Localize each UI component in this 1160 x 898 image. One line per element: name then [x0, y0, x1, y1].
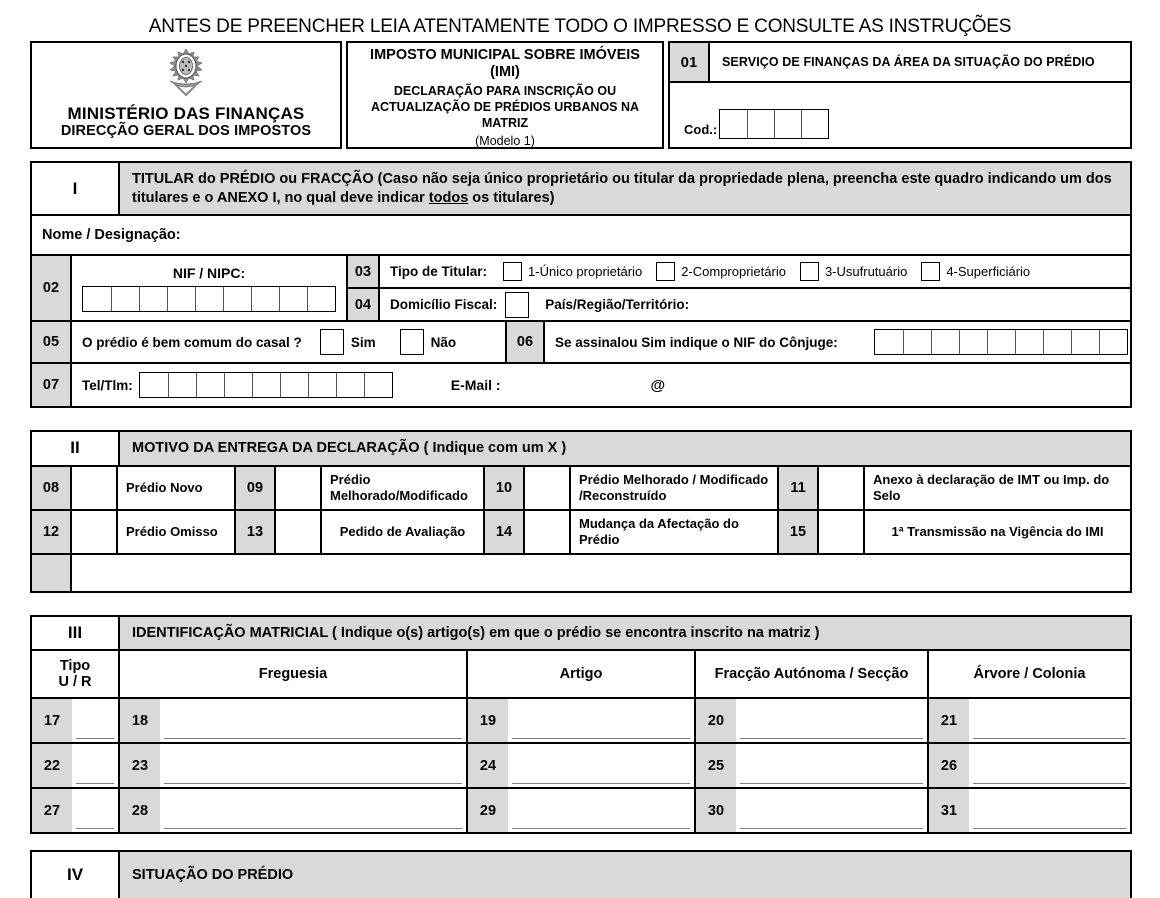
- motivo-label-14: Mudança da Afectação do Prédio: [571, 511, 779, 553]
- checkbox-tipo-1[interactable]: [503, 262, 522, 281]
- form-title-subtitle: DECLARAÇÃO PARA INSCRIÇÃO OU ACTUALIZAÇÃO DE PRÉDIOS URBANOS NA MATRIZ: [370, 84, 640, 130]
- field-number-02: 02: [32, 256, 72, 320]
- checkbox-motivo-11[interactable]: [819, 467, 865, 509]
- field-number-31: 31: [929, 789, 969, 832]
- input-tipo-22[interactable]: [72, 744, 118, 787]
- checkbox-motivo-10[interactable]: [525, 467, 571, 509]
- field-number-13: 13: [236, 511, 276, 553]
- checkbox-tipo-3[interactable]: [800, 262, 819, 281]
- form-title-block: [346, 41, 664, 149]
- input-fraccao-25[interactable]: [736, 744, 927, 787]
- input-tipo-27[interactable]: [72, 789, 118, 832]
- column-header-freguesia: Freguesia: [120, 651, 468, 697]
- column-header-tipo: [32, 651, 120, 697]
- tipo-titular-label: Tipo de Titular:: [390, 264, 488, 280]
- section-ii-roman: II: [32, 432, 120, 465]
- column-header-fraccao: Fracção Autónoma / Secção: [696, 651, 929, 697]
- email-at-symbol: @: [650, 376, 666, 394]
- tipo-option-2-label: 2-Comproprietário: [681, 264, 786, 280]
- checkbox-motivo-09[interactable]: [276, 467, 322, 509]
- field-number-25: 25: [696, 744, 736, 787]
- field-number-10: 10: [485, 467, 525, 509]
- section-iii-roman: III: [32, 617, 120, 650]
- cod-input[interactable]: [719, 109, 829, 139]
- field-number-04: 04: [348, 289, 380, 320]
- nome-designacao-row[interactable]: [32, 216, 1130, 256]
- tel-tlm-input[interactable]: [139, 372, 393, 398]
- motivo-label-08: Prédio Novo: [118, 467, 236, 509]
- field-number-05: 05: [32, 322, 72, 362]
- motivo-label-11: Anexo à declaração de IMT ou Imp. do Selo: [873, 472, 1110, 503]
- input-fraccao-20[interactable]: [736, 699, 927, 742]
- section-iii-title: IDENTIFICAÇÃO MATRICIAL ( Indique o(s) artigo(s) em que o prédio se encontra inscrito na matriz ): [120, 617, 1130, 650]
- field-number-18: 18: [120, 699, 160, 742]
- column-header-tipo-line1: Tipo: [59, 657, 91, 674]
- field-number-14: 14: [485, 511, 525, 553]
- table-row: [32, 699, 1130, 744]
- checkbox-motivo-12[interactable]: [72, 511, 118, 553]
- ministry-department: DIRECÇÃO GERAL DOS IMPOSTOS: [60, 123, 312, 140]
- ministry-block: [30, 41, 342, 149]
- sim-label: Sim: [350, 334, 376, 350]
- motivo-blank-area: [72, 555, 1130, 591]
- input-freguesia-23[interactable]: [160, 744, 466, 787]
- checkbox-motivo-14[interactable]: [525, 511, 571, 553]
- field-number-03: 03: [348, 256, 380, 287]
- field-number-22: 22: [32, 744, 72, 787]
- form-title-main: IMPOSTO MUNICIPAL SOBRE IMÓVEIS: [370, 47, 640, 63]
- section-ii-title: MOTIVO DA ENTREGA DA DECLARAÇÃO ( Indique com um X ): [120, 432, 1130, 465]
- field-number-29: 29: [468, 789, 508, 832]
- page-banner: ANTES DE PREENCHER LEIA ATENTAMENTE TODO O IMPRESSO E CONSULTE AS INSTRUÇÕES: [148, 16, 1012, 37]
- field-number-30: 30: [696, 789, 736, 832]
- input-artigo-29[interactable]: [508, 789, 694, 832]
- domicilio-fiscal-input[interactable]: [505, 292, 529, 318]
- tipo-option-4-label: 4-Superficiário: [946, 264, 1031, 280]
- servico-financas-block: [668, 41, 1132, 149]
- motivo-label-10: Prédio Melhorado / Modificado /Reconstruído: [571, 467, 779, 509]
- field-number-21: 21: [929, 699, 969, 742]
- servico-financas-label: SERVIÇO DE FINANÇAS DA ÁREA DA SITUAÇÃO DO PRÉDIO: [722, 55, 1095, 69]
- field-number-08: 08: [32, 467, 72, 509]
- input-artigo-24[interactable]: [508, 744, 694, 787]
- domicilio-fiscal-label: Domicílio Fiscal:: [390, 297, 498, 313]
- section-i-title-tail: os titulares): [468, 189, 555, 206]
- form-header: [30, 41, 1132, 149]
- motivo-label-09: Prédio Melhorado/Modificado: [322, 467, 485, 509]
- field-number-24: 24: [468, 744, 508, 787]
- input-arvore-31[interactable]: [969, 789, 1130, 832]
- ministry-name: MINISTÉRIO DAS FINANÇAS: [67, 103, 305, 123]
- field-number-15: 15: [779, 511, 819, 553]
- input-artigo-19[interactable]: [508, 699, 694, 742]
- checkbox-bem-comum-nao[interactable]: [400, 329, 424, 355]
- field-number-11: 11: [779, 467, 819, 509]
- form-model-number: (Modelo 1): [475, 134, 535, 149]
- checkbox-motivo-13[interactable]: [276, 511, 322, 553]
- motivo-blank-number-cell: [32, 555, 72, 591]
- field-number-27: 27: [32, 789, 72, 832]
- field-number-01: 01: [670, 43, 710, 81]
- field-number-26: 26: [929, 744, 969, 787]
- section-i-titular: [30, 161, 1132, 408]
- section-i-roman: I: [32, 163, 120, 214]
- nao-label: Não: [430, 334, 457, 350]
- bem-comum-label: O prédio é bem comum do casal ?: [82, 334, 302, 350]
- section-i-title: [120, 163, 1130, 214]
- email-label: E-Mail :: [450, 377, 501, 394]
- column-header-tipo-line2: U / R: [58, 674, 92, 691]
- tel-tlm-label: Tel/Tlm:: [82, 377, 133, 393]
- field-number-06: 06: [507, 322, 545, 362]
- checkbox-motivo-15[interactable]: [819, 511, 865, 553]
- nif-conjuge-label: Se assinalou Sim indique o NIF do Cônjuge:: [555, 334, 838, 350]
- field-number-07: 07: [32, 364, 72, 406]
- section-iv-title: SITUAÇÃO DO PRÉDIO: [120, 852, 1130, 898]
- checkbox-bem-comum-sim[interactable]: [320, 329, 344, 355]
- tipo-option-1-label: 1-Único proprietário: [528, 264, 643, 280]
- field-number-09: 09: [236, 467, 276, 509]
- field-number-17: 17: [32, 699, 72, 742]
- section-iv-roman: IV: [32, 852, 120, 898]
- field-number-19: 19: [468, 699, 508, 742]
- input-freguesia-28[interactable]: [160, 789, 466, 832]
- nif-conjuge-input[interactable]: [874, 329, 1128, 355]
- cod-label: Cod.:: [684, 122, 718, 137]
- nif-nipc-input[interactable]: [82, 286, 336, 312]
- input-arvore-26[interactable]: [969, 744, 1130, 787]
- field-number-23: 23: [120, 744, 160, 787]
- tipo-option-3-label: 3-Usufrutuário: [824, 264, 908, 280]
- table-row: [32, 511, 1130, 555]
- checkbox-tipo-4[interactable]: [921, 262, 940, 281]
- section-i-title-text: TITULAR do PRÉDIO ou FRACÇÃO (Caso não seja único proprietário ou titular da propriedade plena, preencha este quadro indicando um dos titulares e o ANEXO I, no qual deve indicar: [132, 171, 1112, 206]
- table-row: [32, 744, 1130, 789]
- motivo-blank-row: [32, 555, 1130, 591]
- field-number-28: 28: [120, 789, 160, 832]
- motivo-label-12: Prédio Omisso: [118, 511, 236, 553]
- checkbox-motivo-08[interactable]: [72, 467, 118, 509]
- form-title-abbrev: (IMI): [490, 64, 520, 81]
- motivo-label-13: Pedido de Avaliação: [322, 511, 485, 553]
- input-tipo-17[interactable]: [72, 699, 118, 742]
- nif-nipc-group: [72, 256, 348, 320]
- section-i-title-underlined: todos: [428, 189, 469, 206]
- column-header-artigo: Artigo: [468, 651, 696, 697]
- nome-designacao-label: Nome / Designação:: [42, 227, 181, 244]
- section-ii-motivo: [30, 430, 1132, 593]
- table-row: [32, 467, 1130, 511]
- table-row: [32, 789, 1130, 832]
- pais-regiao-label: País/Região/Território:: [545, 297, 690, 313]
- field-number-20: 20: [696, 699, 736, 742]
- input-arvore-21[interactable]: [969, 699, 1130, 742]
- input-freguesia-18[interactable]: [160, 699, 466, 742]
- checkbox-tipo-2[interactable]: [656, 262, 675, 281]
- section-iii-identificacao: [30, 615, 1132, 835]
- nif-nipc-label: NIF / NIPC:: [172, 264, 246, 281]
- input-fraccao-30[interactable]: [736, 789, 927, 832]
- field-number-12: 12: [32, 511, 72, 553]
- motivo-label-15: 1ª Transmissão na Vigência do IMI: [891, 523, 1104, 539]
- coat-of-arms-icon: [32, 43, 340, 104]
- column-header-arvore: Árvore / Colonia: [973, 665, 1086, 682]
- section-iv-situacao: [30, 850, 1132, 898]
